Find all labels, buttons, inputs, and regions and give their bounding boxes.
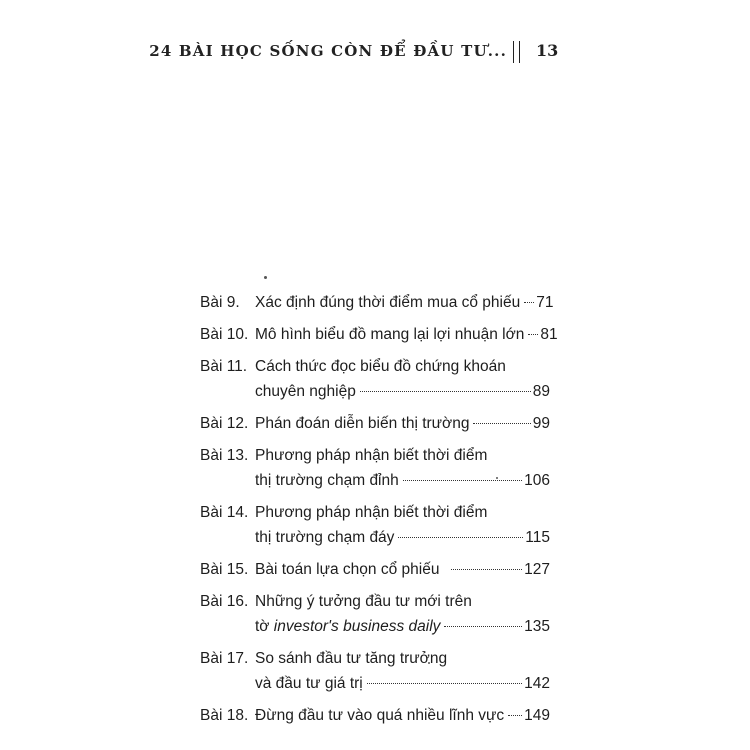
dot-leader: [367, 683, 522, 684]
dot-leader: [398, 537, 523, 538]
lesson-title: Những ý tưởng đầu tư mới trên: [255, 593, 472, 610]
lesson-title: So sánh đầu tư tăng trưởng: [255, 650, 448, 667]
page-ref: 89: [532, 383, 550, 400]
lesson-label: Bài 13.: [200, 447, 249, 464]
lesson-title-cont: và đầu tư giá trị: [255, 675, 363, 692]
page-ref: 135: [524, 618, 550, 635]
table-of-contents: [200, 290, 558, 728]
lesson-label: Bài 12.: [200, 415, 249, 432]
dot-leader: [524, 302, 534, 303]
lesson-title: Bài toán lựa chọn cổ phiếu: [255, 561, 440, 578]
running-title: 24 BÀI HỌC SỐNG CÒN ĐỂ ĐẦU TƯ...: [149, 42, 507, 60]
page-ref: 71: [536, 294, 554, 311]
lesson-title: Cách thức đọc biểu đồ chứng khoán: [255, 358, 506, 375]
lesson-label: Bài 18.: [200, 707, 249, 724]
toc-entry[interactable]: [200, 411, 550, 436]
lesson-label: Bài 14.: [200, 504, 249, 521]
page-ref: 106: [524, 472, 550, 489]
lesson-title: Mô hình biểu đồ mang lại lợi nhuận lớn: [255, 326, 525, 343]
dot-leader: [508, 715, 522, 716]
lesson-title-cont: thị trường chạm đỉnh: [255, 472, 399, 489]
lesson-label: Bài 15.: [200, 561, 249, 578]
header-separator: [513, 41, 520, 63]
lesson-title: Phán đoán diễn biến thị trường: [255, 415, 470, 432]
page-ref: 115: [525, 529, 550, 546]
lesson-title-cont: thị trường chạm đáy: [255, 529, 395, 546]
page-ref: 149: [524, 707, 550, 724]
dot-leader: [444, 626, 522, 627]
page-ref: 81: [540, 326, 558, 343]
lesson-title-cont: chuyên nghiệp: [255, 383, 356, 400]
lesson-label: Bài 10.: [200, 326, 249, 343]
lesson-label: Bài 11.: [200, 358, 248, 375]
dot-leader: [403, 480, 522, 481]
toc-entry[interactable]: [200, 589, 550, 639]
lesson-title-prefix: tờ: [255, 618, 274, 635]
page-header: [0, 38, 750, 68]
toc-entry[interactable]: [200, 322, 558, 347]
toc-entry[interactable]: [200, 354, 550, 404]
toc-entry[interactable]: [200, 290, 554, 315]
dot-leader: [360, 391, 531, 392]
lesson-title: Phương pháp nhận biết thời điểm: [255, 447, 488, 464]
toc-entry[interactable]: [200, 646, 550, 696]
page-ref: 142: [524, 675, 550, 692]
page-ref: 99: [532, 415, 550, 432]
lesson-label: Bài 9.: [200, 294, 240, 311]
dot-leader: [528, 334, 538, 335]
dot-leader: [473, 423, 530, 424]
toc-entry[interactable]: [200, 443, 550, 493]
lesson-title-cont: [255, 614, 440, 639]
lesson-label: Bài 16.: [200, 593, 249, 610]
dot-leader: [451, 569, 522, 570]
page-number: 13: [536, 41, 559, 60]
print-speck: [264, 276, 267, 279]
toc-entry[interactable]: [200, 500, 550, 550]
toc-entry[interactable]: [200, 703, 550, 728]
lesson-title: Xác định đúng thời điểm mua cổ phiếu: [255, 294, 521, 311]
toc-entry[interactable]: [200, 557, 550, 582]
page-ref: 127: [524, 561, 550, 578]
lesson-title: Đừng đầu tư vào quá nhiều lĩnh vực: [255, 707, 505, 724]
lesson-title: Phương pháp nhận biết thời điểm: [255, 504, 488, 521]
lesson-label: Bài 17.: [200, 650, 249, 667]
lesson-title-italic: investor's business daily: [273, 618, 441, 635]
